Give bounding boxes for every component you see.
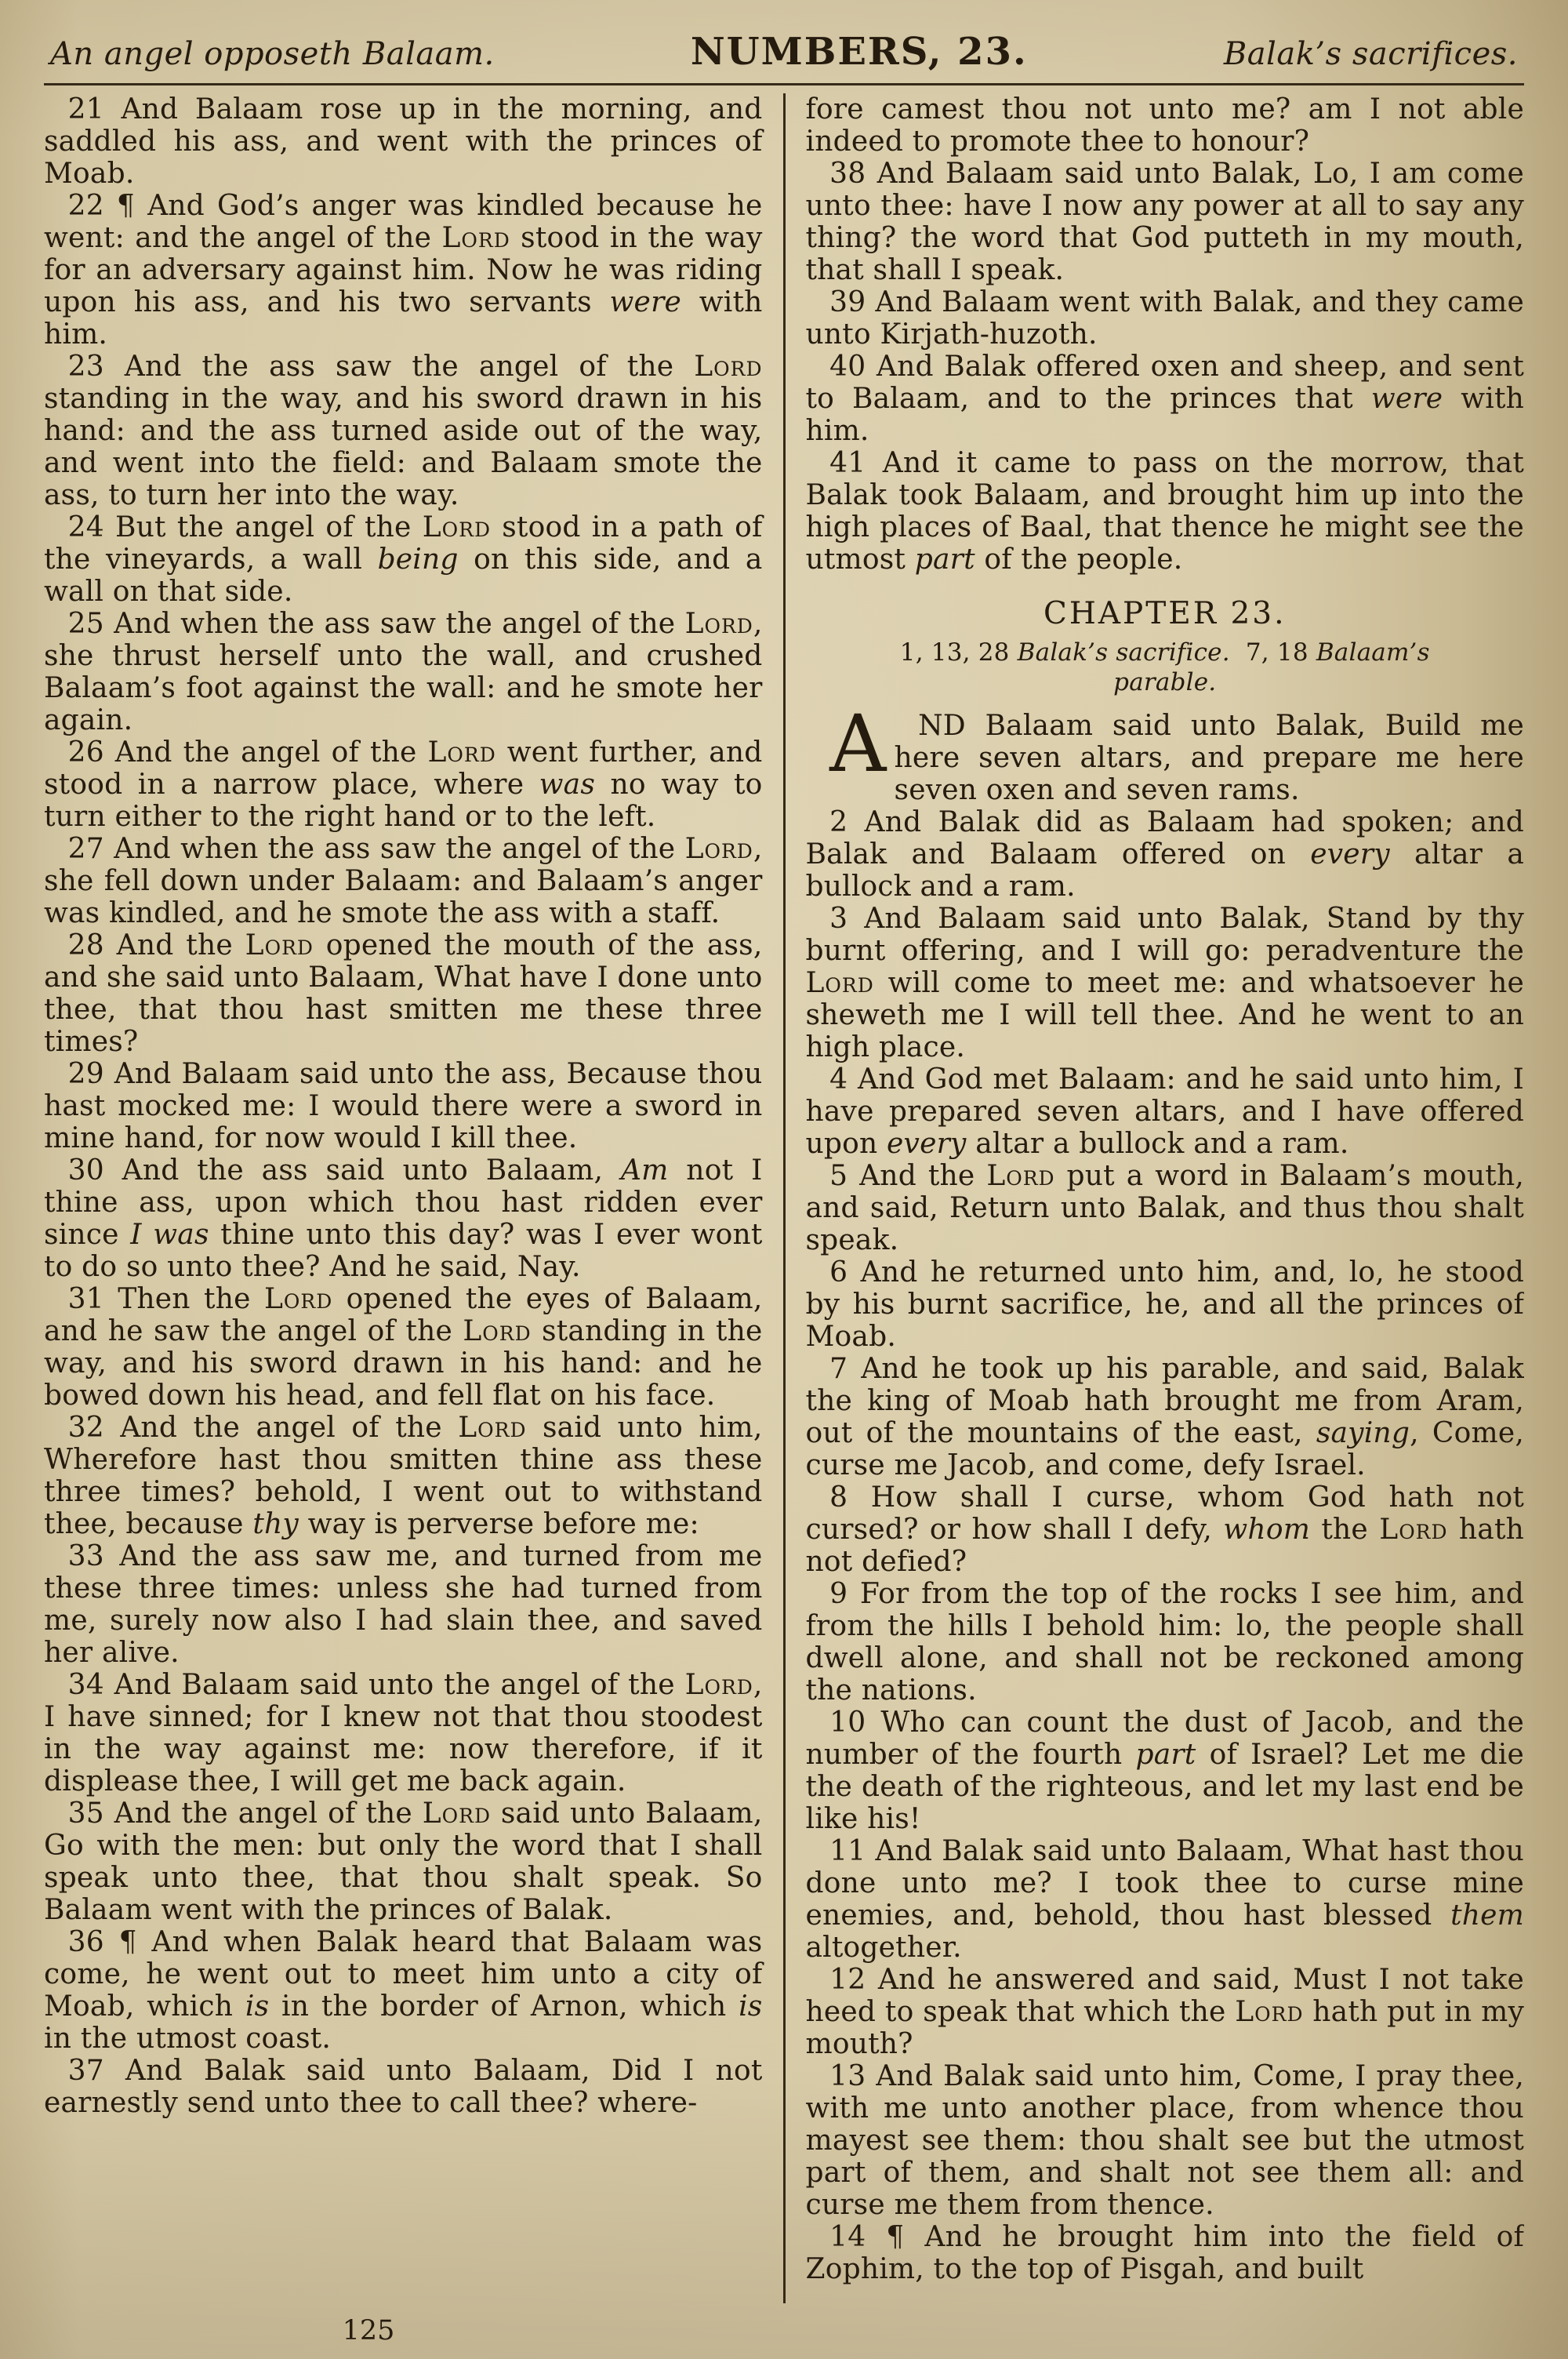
- verse: 12 And he answered and said, Must I not take heed to speak that which the Lord hath put in my mouth?: [805, 1964, 1524, 2060]
- verse: 28 And the Lord opened the mouth of the ass, and she said unto Balaam, What have I done unto thee, that thou hast smitten me these three times?: [44, 929, 763, 1058]
- verse: 7 And he took up his parable, and said, Balak the king of Moab hath brought me from Aram, out of the mountains of the east, saying, Come, curse me Jacob, and come, defy Israel.: [805, 1353, 1524, 1481]
- verse: 14 ¶ And he brought him into the field of Zophim, to the top of Pisgah, and built: [805, 2221, 1524, 2285]
- verse: 39 And Balaam went with Balak, and they came unto Kirjath-huzoth.: [805, 286, 1524, 351]
- verse: 37 And Balak said unto Balaam, Did I not earnestly send unto thee to call thee? where-: [44, 2055, 763, 2119]
- right-verses-before-chapter: [806, 158, 1525, 576]
- verse: 34 And Balaam said unto the angel of the Lord, I have sinned; for I knew not that thou stoodest in the way against me: now therefore, if it displease thee, I will get me back again.: [44, 1669, 763, 1797]
- header-rule: [44, 83, 1524, 85]
- chapter-heading: CHAPTER 23.: [1043, 596, 1287, 631]
- verse: 32 And the angel of the Lord said unto him, Wherefore hast thou smitten thine ass these three times? behold, I went out to withstand thee, because thy way is perverse before me:: [44, 1412, 763, 1540]
- text-columns: [44, 93, 1524, 2303]
- right-verses-after-chapter: [805, 698, 1525, 2285]
- running-head-left: An angel opposeth Balaam.: [50, 36, 495, 72]
- verse: 33 And the ass saw me, and turned from me these three times: unless she had turned from me, surely now also I had slain thee, and saved her alive.: [44, 1540, 763, 1669]
- book-chapter-title: NUMBERS, 23.: [690, 30, 1028, 74]
- verse: 24 But the angel of the Lord stood in a path of the vineyards, a wall being on this side, and a wall on that side.: [44, 511, 763, 608]
- right-column: [806, 93, 1525, 2303]
- left-column: [44, 93, 763, 2303]
- verse: 25 And when the ass saw the angel of the Lord, she thrust herself unto the wall, and crushed Balaam’s foot against the wall: and he smote her again.: [44, 608, 763, 736]
- verse: 26 And the angel of the Lord went further, and stood in a narrow place, where was no way to turn either to the right hand or to the left.: [44, 736, 763, 833]
- page-number: 125: [342, 2315, 395, 2346]
- verse: 27 And when the ass saw the angel of the Lord, she fell down under Balaam: and Balaam’s anger was kindled, and he smote the ass with a staff.: [44, 833, 763, 929]
- page-header: [44, 24, 1524, 83]
- verse: 29 And Balaam said unto the ass, Because thou hast mocked me: I would there were a sword in mine hand, for now would I kill thee.: [44, 1058, 763, 1154]
- verse: 10 Who can count the dust of Jacob, and the number of the fourth part of Israel? Let me die the death of the righteous, and let my last end be like his!: [805, 1707, 1524, 1835]
- verse: 30 And the ass said unto Balaam, Am not I thine ass, upon which thou hast ridden ever since I was thine unto this day? was I ever wont to do so unto thee? And he said, Nay.: [44, 1154, 763, 1283]
- verse: 5 And the Lord put a word in Balaam’s mouth, and said, Return unto Balak, and thus thou shalt speak.: [805, 1160, 1524, 1256]
- verse: 9 For from the top of the rocks I see him, and from the hills I behold him: lo, the people shall dwell alone, and shall not be reckoned among the nations.: [805, 1578, 1524, 1707]
- verse: 35 And the angel of the Lord said unto Balaam, Go with the men: but only the word that I shall speak unto thee, that thou shalt speak. So Balaam went with the princes of Balak.: [44, 1797, 763, 1926]
- running-head-right: Balak’s sacrifices.: [1223, 36, 1518, 72]
- verse: 21 And Balaam rose up in the morning, and saddled his ass, and went with the princes of Moab.: [44, 93, 763, 190]
- verse: 40 And Balak offered oxen and sheep, and sent to Balaam, and to the princes that were with him.: [805, 351, 1524, 447]
- verse: 31 Then the Lord opened the eyes of Balaam, and he saw the angel of the Lord standing in the way, and his sword drawn in his hand: and he bowed down his head, and fell flat on his face.: [44, 1283, 763, 1412]
- verse: 11 And Balak said unto Balaam, What hast thou done unto me? I took thee to curse mine enemies, and, behold, thou hast blessed them altogether.: [805, 1835, 1524, 1964]
- verse-continuation: fore camest thou not unto me? am I not able indeed to promote thee to honour?: [805, 93, 1524, 158]
- verse: A ND Balaam said unto Balak, Build me here seven altars, and prepare me here seven oxen and seven rams.: [829, 698, 1524, 806]
- verse: 36 ¶ And when Balak heard that Balaam was come, he went out to meet him unto a city of Moab, which is in the border of Arnon, which is in the utmost coast.: [44, 1926, 763, 2055]
- chapter-summary: 1, 13, 28 Balak’s sacrifice. 7, 18 Balaam’s parable.: [899, 638, 1430, 696]
- verse: 38 And Balaam said unto Balak, Lo, I am come unto thee: have I now any power at all to say any thing? the word that God putteth in my mouth, that shall I speak.: [805, 158, 1524, 286]
- verse: 3 And Balaam said unto Balak, Stand by thy burnt offering, and I will go: peradventure the Lord will come to meet me: and whatsoever he sheweth me I will tell thee. And he went to an high place.: [805, 903, 1524, 1063]
- verse: 22 ¶ And God’s anger was kindled because he went: and the angel of the Lord stood in the way for an adversary against him. Now he was riding upon his ass, and his two servants were with him.: [44, 190, 763, 351]
- verse: 23 And the ass saw the angel of the Lord standing in the way, and his sword drawn in his hand: and the ass turned aside out of the way, and went into the field: and Balaam smote the ass, to turn her into the way.: [44, 351, 763, 511]
- verse: 2 And Balak did as Balaam had spoken; and Balak and Balaam offered on every altar a bullock and a ram.: [805, 806, 1524, 903]
- verse: 13 And Balak said unto him, Come, I pray thee, with me unto another place, from whence thou mayest see them: thou shalt see but the utmost part of them, and shalt not see them all: and curse me them from thence.: [805, 2060, 1524, 2221]
- column-divider: [783, 93, 786, 2303]
- verse: 41 And it came to pass on the morrow, that Balak took Balaam, and brought him up into the high places of Baal, that thence he might see the utmost part of the people.: [805, 447, 1524, 576]
- verse: 4 And God met Balaam: and he said unto him, I have prepared seven altars, and I have offered upon every altar a bullock and a ram.: [805, 1063, 1524, 1160]
- verse: 6 And he returned unto him, and, lo, he stood by his burnt sacrifice, he, and all the princes of Moab.: [805, 1256, 1524, 1353]
- verse: 8 How shall I curse, whom God hath not cursed? or how shall I defy, whom the Lord hath not defied?: [805, 1481, 1524, 1578]
